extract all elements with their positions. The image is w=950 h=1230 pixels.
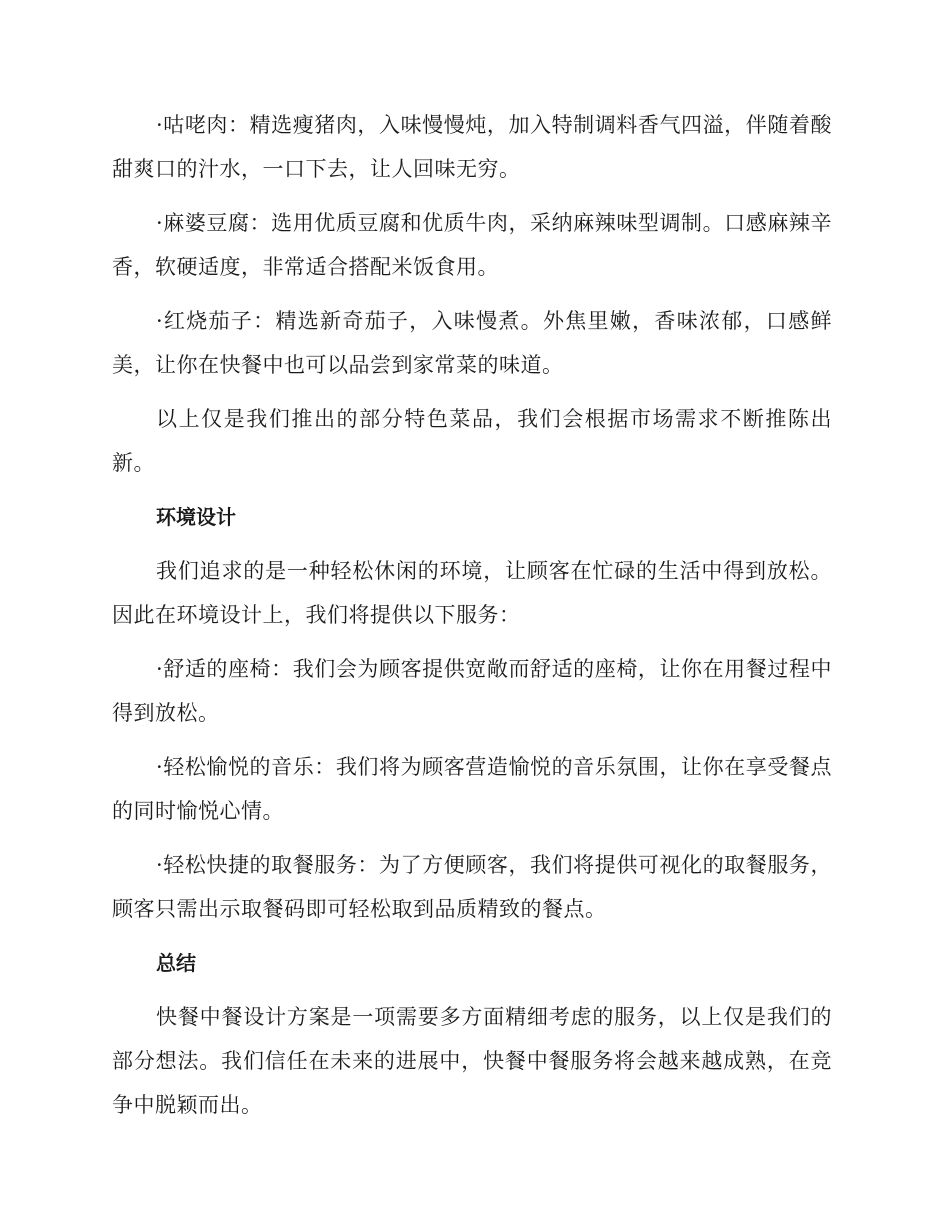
pickup-service-paragraph: ·轻松快捷的取餐服务：为了方便顾客，我们将提供可视化的取餐服务，顾客只需出示取餐码即可轻松取到品质精致的餐点。 <box>112 853 832 921</box>
section-heading-environment: 环境设计 <box>156 505 236 529</box>
dish-gulaorou-paragraph: ·咕咾肉：精选瘦猪肉，入味慢慢炖，加入特制调料香气四溢，伴随着酸甜爽口的汁水，一口下去，让人回味无穷。 <box>112 113 832 181</box>
dishes-summary-paragraph: 以上仅是我们推出的部分特色菜品，我们会根据市场需求不断推陈出新。 <box>112 407 832 475</box>
document-page <box>112 103 832 1137</box>
environment-intro-paragraph: 我们追求的是一种轻松休闲的环境，让顾客在忙碌的生活中得到放松。因此在环境设计上，我们将提供以下服务： <box>112 559 832 627</box>
section-heading-summary: 总结 <box>156 951 196 975</box>
music-paragraph: ·轻松愉悦的音乐：我们将为顾客营造愉悦的音乐氛围，让你在享受餐点的同时愉悦心情。 <box>112 755 832 823</box>
summary-paragraph: 快餐中餐设计方案是一项需要多方面精细考虑的服务，以上仅是我们的部分想法。我们信任在未来的进展中，快餐中餐服务将会越来越成熟，在竞争中脱颖而出。 <box>112 1005 832 1117</box>
seating-paragraph: ·舒适的座椅：我们会为顾客提供宽敞而舒适的座椅，让你在用餐过程中得到放松。 <box>112 657 832 725</box>
dish-braised-eggplant-paragraph: ·红烧茄子：精选新奇茄子，入味慢煮。外焦里嫩，香味浓郁，口感鲜美，让你在快餐中也可以品尝到家常菜的味道。 <box>112 309 832 377</box>
dish-mapo-tofu-paragraph: ·麻婆豆腐：选用优质豆腐和优质牛肉，采纳麻辣味型调制。口感麻辣辛香，软硬适度，非常适合搭配米饭食用。 <box>112 211 832 279</box>
